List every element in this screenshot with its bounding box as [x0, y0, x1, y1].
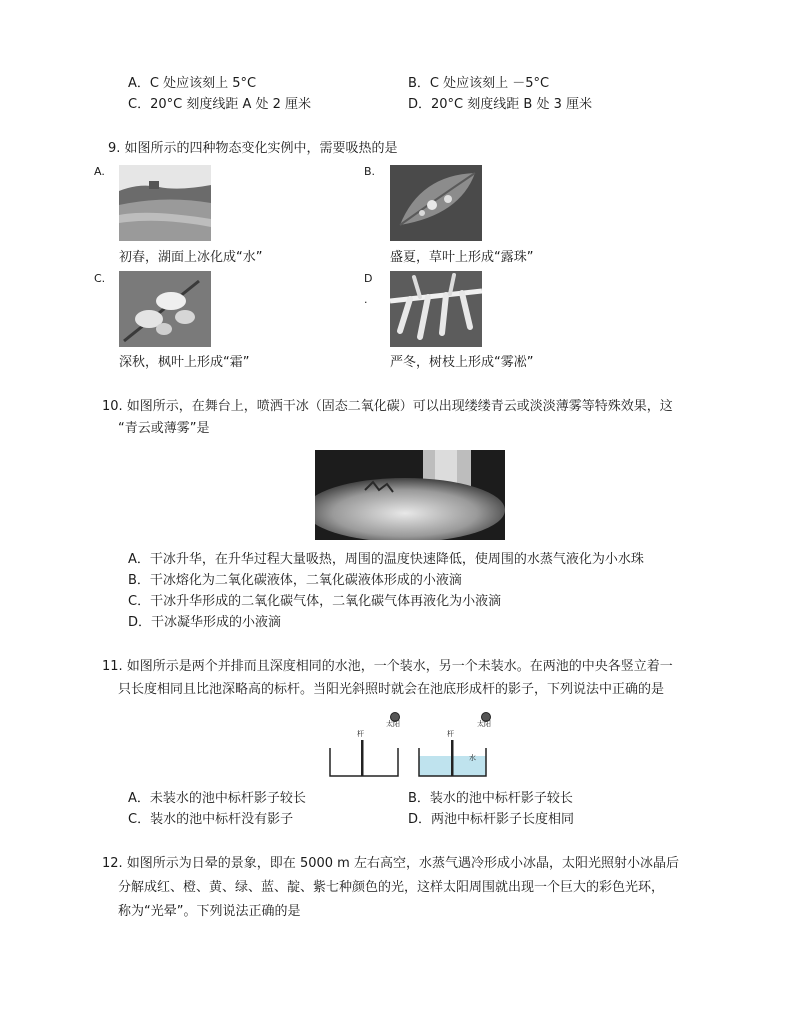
q11-option-a: A．未装水的池中标杆影子较长	[128, 791, 306, 806]
q11-pole-label-right: 杆	[447, 730, 454, 738]
q9-photo-frost	[119, 271, 211, 347]
q8-option-b-text: C 处应该刻上 －5°C	[429, 76, 550, 91]
q9-caption-d: 严冬，树枝上形成“雾凇”	[390, 355, 534, 370]
q8-option-c-letter: C．	[128, 97, 151, 112]
q10-stem-line2: “青云或薄雾”是	[118, 421, 210, 436]
q11-stem-line1: 11. 如图所示是两个并排而且深度相同的水池，一个装水，另一个未装水。在两池的中央各竖立着一	[102, 659, 673, 674]
q8-option-d	[408, 96, 592, 114]
q12-stem-line2: 分解成红、橙、黄、绿、蓝、靛、紫七种颜色的光，这样太阳周围就出现一个巨大的彩色光环，	[118, 880, 665, 895]
q12-stem-line3: 称为“光晕”。下列说法正确的是	[118, 904, 301, 919]
q11-pole-label-left: 杆	[357, 730, 364, 738]
q9-label-d-dot: .	[364, 293, 368, 306]
q11-water-label: 水	[469, 754, 476, 762]
q8-option-c-text: 20°C 刻度线距 A 处 2 厘米	[150, 97, 312, 112]
q10-option-b: B．干冰熔化为二氧化碳液体，二氧化碳液体形成的小液滴	[128, 573, 462, 588]
q11-option-c: C．装水的池中标杆没有影子	[128, 812, 294, 827]
q10-option-d: D．干冰凝华形成的小液滴	[128, 615, 282, 630]
q9-photo-dew	[390, 165, 482, 241]
q11-option-d: D．两池中标杆影子长度相同	[408, 812, 575, 827]
q9-caption-a: 初春，湖面上冰化成“水”	[119, 250, 263, 265]
q8-option-d-letter: D．	[408, 97, 432, 112]
q10-option-c: C．干冰升华形成的二氧化碳气体，二氧化碳气体再液化为小液滴	[128, 594, 502, 609]
q10-photo-stage-fog	[315, 450, 505, 540]
q9-label-a: A.	[94, 165, 105, 178]
q9-photo-lake	[119, 165, 211, 241]
q8-option-a-letter: A．	[128, 76, 150, 91]
q11-option-b: B．装水的池中标杆影子较长	[408, 791, 573, 806]
q9-label-d: D	[364, 272, 373, 285]
q8-option-b	[408, 75, 549, 93]
q10-option-a: A．干冰升华，在升华过程大量吸热，周围的温度快速降低，使周围的水蒸气液化为小水珠	[128, 552, 644, 567]
q11-pool-diagram	[326, 708, 496, 780]
q8-option-a	[128, 75, 256, 93]
q9-caption-b: 盛夏，草叶上形成“露珠”	[390, 250, 534, 265]
q8-option-a-text: C 处应该刻上 5°C	[149, 76, 257, 91]
q11-sun-label-right: 太阳	[477, 720, 491, 728]
q9-label-c: C.	[94, 272, 106, 285]
q11-sun-label-left: 太阳	[386, 720, 400, 728]
q9-caption-c: 深秋，枫叶上形成“霜”	[119, 355, 250, 370]
q8-option-c	[128, 96, 311, 114]
q10-stem-line1: 10. 如图所示，在舞台上，喷洒干冰（固态二氧化碳）可以出现缕缕青云或淡淡薄雾等特殊效果，这	[102, 399, 673, 414]
q9-stem: 9. 如图所示的四种物态变化实例中，需要吸热的是	[108, 141, 398, 156]
q12-stem-line1: 12. 如图所示为日晕的景象，即在 5000 m 左右高空，水蒸气遇冷形成小冰晶，太阳光照射小冰晶后	[102, 856, 679, 871]
q9-label-b: B.	[364, 165, 376, 178]
q11-stem-line2: 只长度相同且比池深略高的标杆。当阳光斜照时就会在池底形成杆的影子，下列说法中正确的是	[118, 682, 665, 697]
q9-photo-rime	[390, 271, 482, 347]
q8-option-b-letter: B．	[408, 76, 430, 91]
q8-option-d-text: 20°C 刻度线距 B 处 3 厘米	[431, 97, 592, 112]
